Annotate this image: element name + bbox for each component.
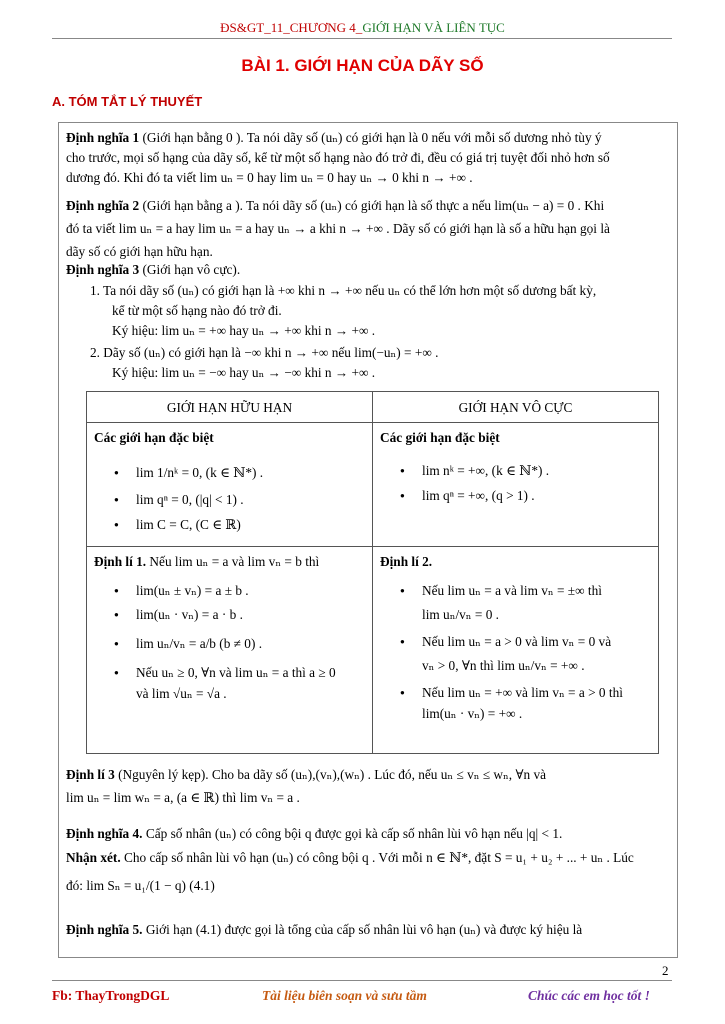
special-title-right: Các giới hạn đặc biệt xyxy=(380,430,500,445)
footer-left-text: Fb: ThayTrongDGL xyxy=(52,988,170,1003)
def3-item2-notation: Ký hiệu: lim uₙ = −∞ hay uₙ → −∞ khi n → +∞ . xyxy=(112,365,376,380)
list-item: ● lim qⁿ = +∞, (q > 1) . xyxy=(380,485,651,506)
thm1-last-line: và lim √uₙ = √a . xyxy=(136,686,227,701)
col1-header: GIỚI HẠN HỮU HẠN xyxy=(87,392,373,423)
theorem-2-cell xyxy=(373,547,659,754)
page-header xyxy=(0,20,725,36)
def3-item1-cont: kể từ một số hạng nào đó trở đi. xyxy=(112,303,282,318)
def3-intro: (Giới hạn vô cực). xyxy=(139,262,241,277)
theorem-3 xyxy=(66,765,671,808)
list-item-cont: vₙ > 0, ∀n thì lim uₙ/vₙ = +∞ . xyxy=(422,658,585,673)
remark-line1: Cho cấp số nhân lùi vô hạn (uₙ) có công bội q . Với mỗi n ∈ ℕ*, đặt S = u₁ + u₂ + ... + uₙ . Lúc xyxy=(120,850,634,865)
list-item: ● Nếu lim uₙ = a > 0 và lim vₙ = 0 và xyxy=(380,631,651,652)
list-item: ● lim(uₙ ± vₙ) = a ± b . xyxy=(94,580,365,601)
footer-right-text: Chúc các em học tốt ! xyxy=(528,988,650,1003)
list-item: ● Nếu lim uₙ = +∞ và lim vₙ = a > 0 thì xyxy=(380,682,651,703)
list-item-cont: lim(uₙ · vₙ) = +∞ . xyxy=(422,706,523,721)
list-item-cont: lim uₙ/vₙ = 0 . xyxy=(422,607,499,622)
list-item: ● lim qⁿ = 0, (|q| < 1) . xyxy=(94,489,365,510)
def1-line2: cho trước, mọi số hạng của dãy số, kể từ một số hạng nào đó trở đi, đều có giá trị tuyệt đối nhỏ hơn số xyxy=(66,150,610,165)
footer-center-text: Tài liệu biên soạn và sưu tầm xyxy=(262,988,427,1003)
list-item: ● lim C = C, (C ∈ ℝ) xyxy=(94,514,365,535)
list-item: ● lim 1/nᵏ = 0, (k ∈ ℕ*) . xyxy=(94,462,365,483)
def4-label: Định nghĩa 4. xyxy=(66,826,143,841)
lesson-title: BÀI 1. GIỚI HẠN CỦA DÃY SỐ xyxy=(241,56,484,75)
def2-line2: đó ta viết lim uₙ = a hay lim uₙ = a hay uₙ → a khi n → +∞ . Dãy số có giới hạn là số a hữu hạn gọi là xyxy=(66,221,610,236)
list-item: ● lim uₙ/vₙ = a/b (b ≠ 0) . xyxy=(94,633,365,654)
finite-special-cell xyxy=(87,423,373,547)
def1-line1: (Giới hạn bằng 0 ). Ta nói dãy số (uₙ) có giới hạn là 0 nếu với mỗi số dương nhỏ tùy ý xyxy=(139,130,602,145)
def3-label: Định nghĩa 3 xyxy=(66,262,140,277)
infinite-special-cell xyxy=(373,423,659,547)
def2-line1: (Giới hạn bằng a ). Ta nói dãy số (uₙ) có giới hạn là số thực a nếu lim(uₙ − a) = 0 . Khi xyxy=(139,198,605,213)
list-item: ● lim nᵏ = +∞, (k ∈ ℕ*) . xyxy=(380,460,651,481)
thm1-intro: Nếu lim uₙ = a và lim vₙ = b thì xyxy=(146,554,320,569)
header-divider xyxy=(52,38,672,39)
footer-facebook xyxy=(52,988,169,1004)
special-limits-row xyxy=(87,423,659,547)
theorem-1-cell xyxy=(87,547,373,754)
definition-3 xyxy=(66,260,671,383)
def3-item1-notation: Ký hiệu: lim uₙ = +∞ hay uₙ → +∞ khi n → +∞ . xyxy=(112,323,376,338)
list-item: ● Nếu uₙ ≥ 0, ∀n và lim uₙ = a thì a ≥ 0 xyxy=(94,662,365,683)
theorems-row xyxy=(87,547,659,754)
definition-5 xyxy=(66,920,671,940)
header-prefix: ĐS&GT_11_CHƯƠNG 4_ xyxy=(220,20,363,35)
definition-4 xyxy=(66,824,671,844)
thm1-label: Định lí 1. xyxy=(94,554,147,569)
page-number: 2 xyxy=(662,963,669,978)
list-item: ● Nếu lim uₙ = a và lim vₙ = ±∞ thì xyxy=(380,580,651,601)
def1-label: Định nghĩa 1 xyxy=(66,130,140,145)
table-header-row xyxy=(87,392,659,423)
remark xyxy=(66,848,671,896)
def4-text: Cấp số nhân (uₙ) có công bội q được gọi kà cấp số nhân lùi vô hạn nếu |q| < 1. xyxy=(142,826,563,841)
def3-item1: 1. Ta nói dãy số (uₙ) có giới hạn là +∞ khi n → +∞ nếu uₙ có thể lớn hơn một số dương bất kỳ, xyxy=(90,283,597,298)
def5-label: Định nghĩa 5. xyxy=(66,922,143,937)
footer-divider xyxy=(52,980,672,981)
section-heading: A. TÓM TẮT LÝ THUYẾT xyxy=(52,94,203,109)
thm2-label: Định lí 2. xyxy=(380,554,433,569)
limits-table xyxy=(86,391,659,754)
thm3-label: Định lí 3 xyxy=(66,767,115,782)
definition-2 xyxy=(66,196,671,262)
thm3-line2: lim uₙ = lim wₙ = a, (a ∈ ℝ) thì lim vₙ = a . xyxy=(66,790,300,805)
def5-text: Giới hạn (4.1) được gọi là tổng của cấp số nhân lùi vô hạn (uₙ) và được ký hiệu là xyxy=(142,922,583,937)
def2-line3: dãy số có giới hạn hữu hạn. xyxy=(66,244,213,259)
remark-line2: đó: lim Sₙ = u₁/(1 − q) (4.1) xyxy=(66,878,215,893)
def2-label: Định nghĩa 2 xyxy=(66,198,140,213)
thm3-line1: (Nguyên lý kẹp). Cho ba dãy số (uₙ),(vₙ),(wₙ) . Lúc đó, nếu uₙ ≤ vₙ ≤ wₙ, ∀n và xyxy=(114,767,546,782)
special-title-left: Các giới hạn đặc biệt xyxy=(94,430,214,445)
def1-line3: dương đó. Khi đó ta viết lim uₙ = 0 hay lim uₙ = 0 hay uₙ → 0 khi n → +∞ . xyxy=(66,170,473,185)
remark-label: Nhận xét. xyxy=(66,850,121,865)
definition-1 xyxy=(66,128,671,188)
list-item: ● lim(uₙ · vₙ) = a · b . xyxy=(94,604,365,625)
col2-header: GIỚI HẠN VÔ CỰC xyxy=(373,392,659,423)
header-chapter-title: GIỚI HẠN VÀ LIÊN TỤC xyxy=(362,20,505,35)
def3-item2: 2. Dãy số (uₙ) có giới hạn là −∞ khi n → +∞ nếu lim(−uₙ) = +∞ . xyxy=(90,345,439,360)
